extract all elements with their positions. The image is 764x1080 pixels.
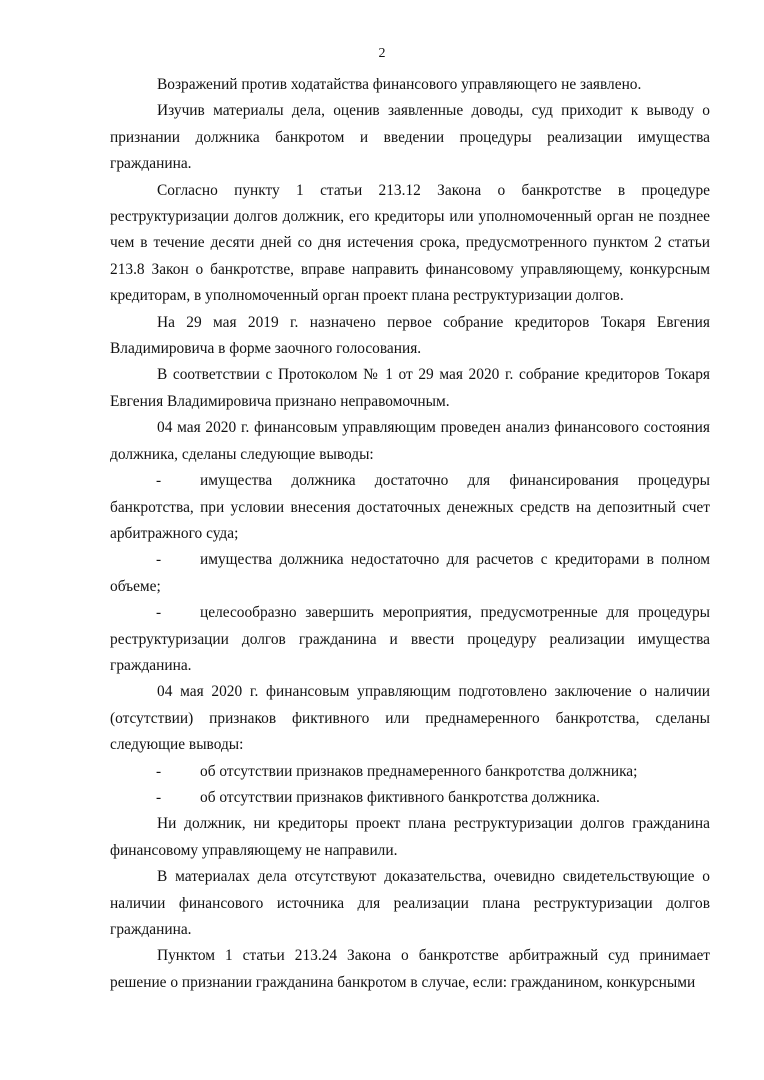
bullet-dash: - [156, 762, 162, 780]
paragraph: На 29 мая 2019 г. назначено первое собрание кредиторов Токаря Евгения Владимировича в форме заочного голосования. [110, 313, 710, 358]
bullet-item [110, 759, 710, 785]
document-body [110, 72, 710, 996]
bullet-text: об отсутствии признаков преднамеренного банкротства должника; [200, 762, 638, 780]
bullet-item [110, 547, 710, 600]
paragraph: Пунктом 1 статьи 213.24 Закона о банкротстве арбитражный суд принимает решение о признании гражданина банкротом в случае, если: гражданином, конкурсными [110, 947, 710, 991]
bullet-dash: - [156, 788, 162, 806]
bullet-dash: - [156, 604, 162, 622]
paragraph: В соответствии с Протоколом № 1 от 29 мая 2020 г. собрание кредиторов Токаря Евгения Владимировича признано неправомочным. [110, 366, 710, 410]
bullet-dash: - [156, 551, 162, 569]
paragraph: Возражений против ходатайства финансового управляющего не заявлено. [157, 76, 642, 93]
paragraph: 04 мая 2020 г. финансовым управляющим подготовлено заключение о наличии (отсутствии) признаков фиктивного или преднамеренного банкротства, сделаны следующие выводы: [110, 683, 710, 754]
paragraph: Ни должник, ни кредиторы проект плана реструктуризации долгов гражданина финансовому управляющему не направили. [110, 815, 710, 859]
bullet-item [110, 600, 710, 679]
paragraph: 04 мая 2020 г. финансовым управляющим проведен анализ финансового состояния должника, сделаны следующие выводы: [110, 419, 710, 463]
bullet-text: имущества должника достаточно для финансирования процедуры банкротства, при условии внесения достаточных денежных средств на депозитный счет арбитражного суда; [110, 472, 710, 542]
bullet-text: имущества должника недостаточно для расчетов с кредиторами в полном объеме; [110, 551, 710, 595]
page-number: 2 [378, 46, 386, 61]
paragraph: В материалах дела отсутствуют доказательства, очевидно свидетельствующие о наличии финансового источника для реализации плана реструктуризации долгов гражданина. [110, 868, 710, 938]
paragraph: Согласно пункту 1 статьи 213.12 Закона о банкротстве в процедуре реструктуризации долгов должник, его кредиторы или уполномоченный орган не позднее чем в течение десяти дней со дня истечения срока, предусмотренного пунктом 2 статьи 213.8 Закон о банкротстве, вправе направить финансовому управляющему, конкурсным кредиторам, в уполномоченный орган проект плана реструктуризации долгов. [110, 181, 710, 305]
bullet-text: целесообразно завершить мероприятия, предусмотренные для процедуры реструктуризации долгов гражданина и ввести процедуру реализации имущества гражданина. [110, 604, 710, 674]
bullet-text: об отсутствии признаков фиктивного банкротства должника. [200, 788, 600, 806]
bullet-item [110, 468, 710, 547]
bullet-dash: - [156, 472, 162, 490]
paragraph: Изучив материалы дела, оценив заявленные доводы, суд приходит к выводу о признании должника банкротом и введении процедуры реализации имущества гражданина. [110, 102, 710, 173]
bullet-item [110, 785, 710, 811]
